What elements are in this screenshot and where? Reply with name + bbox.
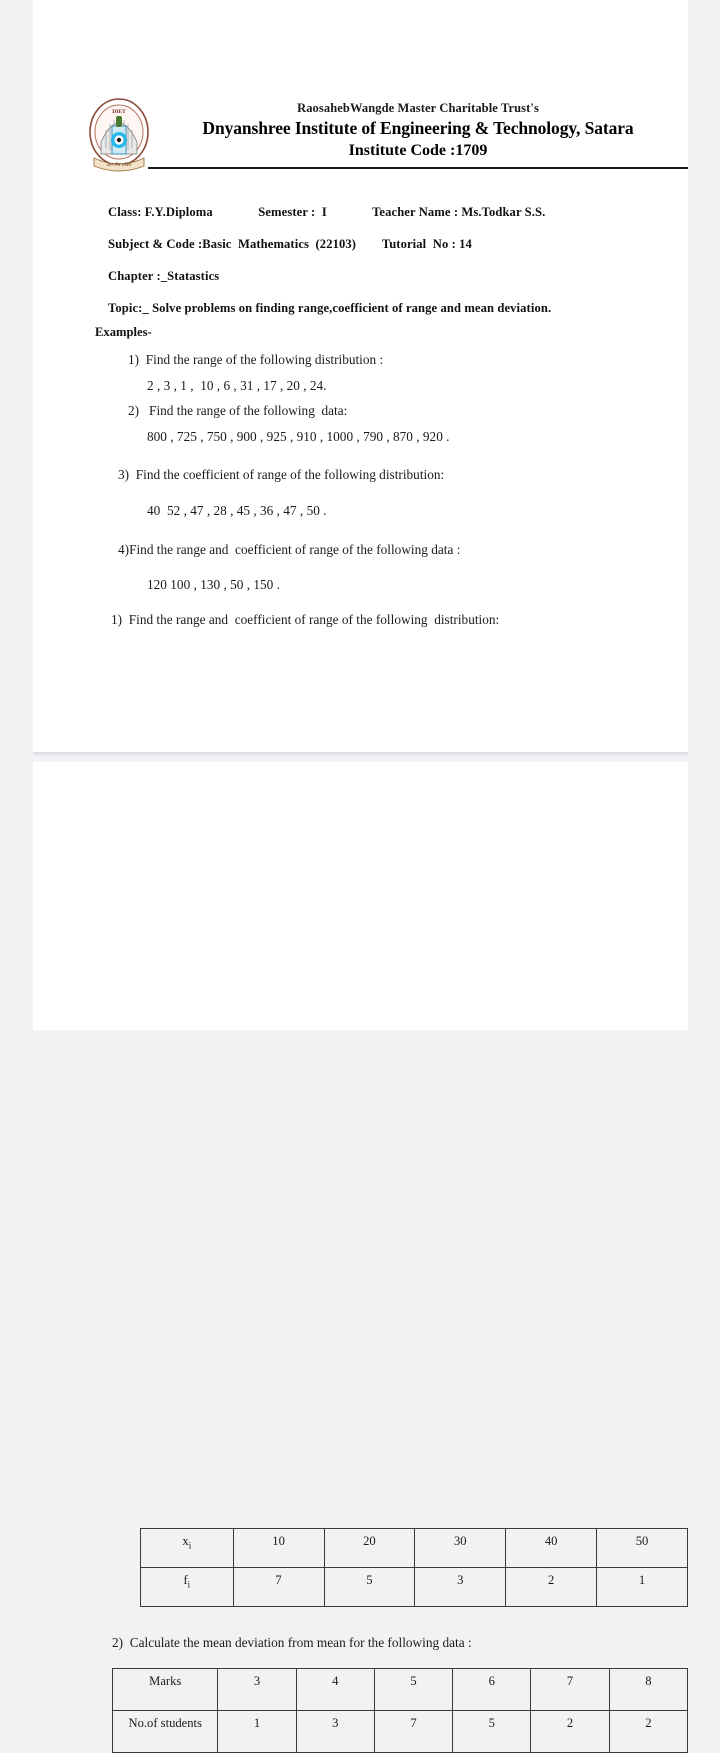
example-line-2: 2) Find the range of the following data: bbox=[128, 403, 348, 419]
row-label-f-text: f bbox=[183, 1573, 188, 1587]
cell-x-3: 40 bbox=[506, 1529, 597, 1568]
institute-name: Dnyanshree Institute of Engineering & Technology, Satara bbox=[202, 117, 634, 138]
row-label-f bbox=[141, 1568, 234, 1607]
row-label-x-subscript: i bbox=[188, 1540, 192, 1551]
meta-topic: Topic:_ Solve problems on finding range,coefficient of range and mean deviation. bbox=[108, 301, 552, 315]
cell-marks-4: 7 bbox=[531, 1669, 609, 1711]
cell-x-0: 10 bbox=[233, 1529, 324, 1568]
cell-marks-3: 6 bbox=[453, 1669, 531, 1711]
institute-code: Institute Code :1709 bbox=[348, 141, 488, 159]
examples-heading: Examples- bbox=[95, 325, 152, 339]
cell-f-2: 3 bbox=[415, 1568, 506, 1607]
marks-students-table bbox=[112, 1668, 688, 1753]
examples-list bbox=[33, 352, 688, 628]
cell-students-1: 3 bbox=[296, 1711, 374, 1753]
frequency-distribution-table bbox=[140, 1528, 688, 1607]
cell-x-1: 20 bbox=[324, 1529, 415, 1568]
svg-text:DIET: DIET bbox=[112, 109, 126, 115]
example-line-1: 2 , 3 , 1 , 10 , 6 , 31 , 17 , 20 , 24. bbox=[147, 377, 327, 393]
header-title-block bbox=[148, 100, 688, 161]
table-row bbox=[113, 1711, 688, 1753]
example-line-6: 4)Find the range and coefficient of range of the following data : bbox=[118, 541, 461, 557]
row-label-marks: Marks bbox=[113, 1669, 218, 1711]
cell-x-4: 50 bbox=[597, 1529, 688, 1568]
cell-f-4: 1 bbox=[597, 1568, 688, 1607]
row-label-x bbox=[141, 1529, 234, 1568]
cell-marks-1: 4 bbox=[296, 1669, 374, 1711]
row-label-f-subscript: i bbox=[187, 1579, 191, 1590]
cell-x-2: 30 bbox=[415, 1529, 506, 1568]
cell-f-1: 5 bbox=[324, 1568, 415, 1607]
example-line-5: 40 52 , 47 , 28 , 45 , 36 , 47 , 50 . bbox=[147, 503, 327, 519]
cell-students-3: 5 bbox=[453, 1711, 531, 1753]
example-line-4: 3) Find the coefficient of range of the following distribution: bbox=[118, 467, 445, 483]
cell-f-0: 7 bbox=[233, 1568, 324, 1607]
cell-f-3: 2 bbox=[506, 1568, 597, 1607]
svg-text:ज्ञान सेव शक्ति: ज्ञान सेव शक्ति bbox=[106, 162, 132, 167]
cell-marks-5: 8 bbox=[609, 1669, 687, 1711]
document-header bbox=[33, 0, 688, 175]
meta-subject-tutorial: Subject & Code :Basic Mathematics (22103) Tutorial No : 14 bbox=[108, 237, 472, 251]
cell-marks-0: 3 bbox=[218, 1669, 296, 1711]
page-break-shadow bbox=[33, 752, 688, 756]
document-page-one bbox=[33, 0, 688, 752]
cell-marks-2: 5 bbox=[374, 1669, 452, 1711]
example-line-3: 800 , 725 , 750 , 900 , 925 , 910 , 1000 , 790 , 870 , 920 . bbox=[147, 428, 450, 444]
example-line-7: 120 100 , 130 , 50 , 150 . bbox=[147, 577, 280, 593]
question-two-text: 2) Calculate the mean deviation from mean for the following data : bbox=[112, 1635, 472, 1650]
row-label-x-text: x bbox=[182, 1534, 189, 1548]
table-row bbox=[141, 1529, 688, 1568]
institute-crest-icon bbox=[88, 96, 150, 176]
cell-students-2: 7 bbox=[374, 1711, 452, 1753]
cell-students-0: 1 bbox=[218, 1711, 296, 1753]
meta-chapter: Chapter :_Statastics bbox=[108, 269, 220, 283]
example-line-8: 1) Find the range and coefficient of range of the following distribution: bbox=[111, 611, 500, 627]
header-divider bbox=[148, 167, 688, 169]
table-row bbox=[141, 1568, 688, 1607]
document-page-two bbox=[33, 762, 688, 1730]
cell-students-5: 2 bbox=[609, 1711, 687, 1753]
example-line-0: 1) Find the range of the following distribution : bbox=[128, 352, 384, 367]
trust-name: RaosahebWangde Master Charitable Trust's bbox=[297, 101, 539, 115]
cell-students-4: 2 bbox=[531, 1711, 609, 1753]
meta-class-semester-teacher: Class: F.Y.Diploma Semester : I Teacher Name : Ms.Todkar S.S. bbox=[108, 205, 546, 219]
row-label-students: No.of students bbox=[113, 1711, 218, 1753]
table-row bbox=[113, 1669, 688, 1711]
tutorial-meta-block bbox=[108, 205, 688, 333]
